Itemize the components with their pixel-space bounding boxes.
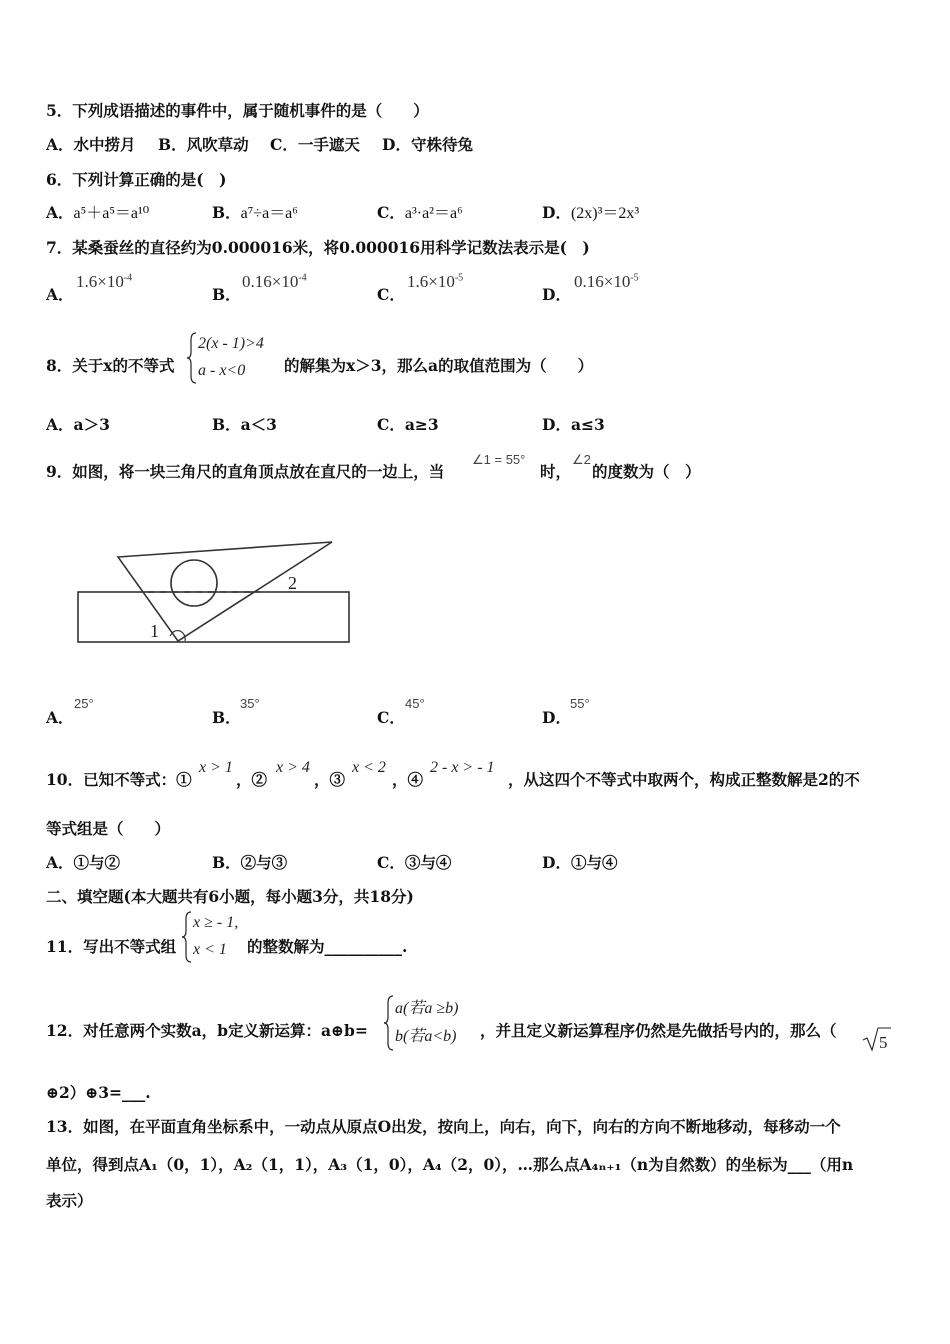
q7-value-b: $0.16\times 10^{-4}$ [242, 272, 307, 291]
q9-angle2: ∠2 [572, 452, 591, 467]
q11-line2: x < 1 [193, 941, 227, 958]
q10-option-a: A．①与② [46, 853, 121, 872]
q6-option-d: D．(2x)³＝2x³ [542, 203, 640, 222]
q9-value-b: 35° [240, 696, 260, 711]
q9-figure [70, 535, 360, 650]
q13-line2: 单位，得到点A₁（0，1），A₂（1，1），A₃（1，0），A₄（2，0），…那么点A₄ₙ₊₁（n为自然数）的坐标为___（用n [46, 1155, 854, 1174]
q10-cont: 等式组是（ ） [46, 819, 171, 838]
q12-suffix: ，并且定义新运算程序仍然是先做括号内的，那么（ [480, 1021, 837, 1040]
q12-line2: b(若a<b) [395, 1028, 457, 1045]
q9-suffix: 的度数为（ ） [592, 462, 701, 481]
q9-value-c: 45° [405, 696, 425, 711]
q6-option-c: C．a³·a²＝a⁶ [377, 203, 463, 222]
q13-line3: 表示） [46, 1191, 93, 1210]
q11-system [193, 909, 238, 963]
q5-option-c: C．一手遮天 [270, 135, 360, 154]
q12-line1: a(若a ≥b) [395, 1000, 459, 1017]
q9-value-d: 55° [570, 696, 590, 711]
q11-prefix: 11．写出不等式组 [46, 937, 177, 956]
q6-stem: 6．下列计算正确的是( ) [46, 170, 227, 189]
q10-ineq4: 2 - x > - 1 [430, 759, 495, 776]
section-2-heading: 二、填空题(本大题共有6小题，每小题3分，共18分) [46, 887, 414, 906]
q8-option-a: A．a＞3 [46, 415, 110, 434]
q8-option-d: D．a≤3 [542, 415, 605, 434]
q8-prefix: 8．关于x的不等式 [46, 356, 175, 375]
q8-option-c: C．a≥3 [377, 415, 439, 434]
q11-line1: x ≥ - 1, [193, 914, 239, 931]
q9-value-a: 25° [74, 696, 94, 711]
q6-expr-d: (2x)³＝2x³ [570, 205, 640, 222]
q8-suffix: 的解集为x＞3，那么a的取值范围为（ ） [284, 356, 594, 375]
q10-sep3: ，④ [392, 770, 424, 789]
q7-option-a: A． [46, 285, 74, 304]
q6-expr-b: a⁷÷a＝a⁶ [240, 205, 298, 222]
q6-option-b: B．a⁷÷a＝a⁶ [212, 203, 298, 222]
sqrt-icon [862, 1026, 892, 1052]
q9-option-c: C． [377, 708, 405, 727]
q10-prefix: 10．已知不等式：① [46, 770, 192, 789]
q10-option-b: B．②与③ [212, 853, 288, 872]
q10-sep2: ，③ [314, 770, 346, 789]
q6-expr-c: a³·a²＝a⁶ [404, 205, 463, 222]
q8-option-b: B．a＜3 [212, 415, 277, 434]
q12-brace [383, 995, 395, 1051]
q7-value-c: $1.6\times 10^{-5}$ [407, 272, 464, 291]
q10-option-d: D．①与④ [542, 853, 618, 872]
q9-option-d: D． [542, 708, 571, 727]
q9-mid: 时， [540, 462, 572, 481]
q10-sep1: ，② [236, 770, 268, 789]
q10-suffix: ，从这四个不等式中取两个，构成正整数解是2的不 [508, 770, 860, 789]
sqrt-radicand: 5 [879, 1033, 888, 1052]
q7-value-a: $1.6\times 10^{-4}$ [76, 272, 133, 291]
q10-ineq1: x > 1 [199, 759, 233, 776]
q12-system [395, 995, 458, 1051]
q9-condition: ∠1 = 55° [472, 452, 526, 467]
q5-option-b: B．风吹草动 [158, 135, 249, 154]
q9-prefix: 9．如图，将一块三角尺的直角顶点放在直尺的一边上，当 [46, 462, 445, 481]
q5-stem: 5．下列成语描述的事件中，属于随机事件的是（ ） [46, 101, 429, 120]
q9-option-a: A． [46, 708, 74, 727]
q10-ineq2: x > 4 [276, 759, 310, 776]
q7-option-d: D． [542, 285, 571, 304]
triangle-hole [171, 560, 217, 606]
q7-value-d: $0.16\times 10^{-5}$ [574, 272, 639, 291]
q10-option-c: C．③与④ [377, 853, 452, 872]
q7-option-c: C． [377, 285, 405, 304]
q6-option-a: A．a⁵＋a⁵＝a¹⁰ [46, 203, 150, 222]
q11-brace [181, 911, 193, 963]
q13-line1: 13．如图，在平面直角坐标系中，一动点从原点O出发，按向上，向右，向下，向右的方向不断地移动，每移动一个 [46, 1117, 841, 1136]
q7-stem: 7．某桑蚕丝的直径约为0.000016米，将0.000016用科学记数法表示是( ) [46, 238, 590, 257]
q8-brace [186, 332, 198, 384]
q5-option-a: A．水中捞月 [46, 135, 136, 154]
q8-line1: 2(x - 1)>4 [198, 335, 264, 352]
angle-2-label: 2 [288, 573, 297, 593]
q5-option-d: D．守株待兔 [382, 135, 473, 154]
angle-1-label: 1 [150, 621, 159, 641]
q11-suffix: 的整数解为__________. [247, 937, 408, 956]
q10-ineq3: x < 2 [352, 759, 386, 776]
q6-expr-a: a⁵＋a⁵＝a¹⁰ [73, 205, 150, 222]
q8-system [198, 330, 264, 384]
ruler [78, 592, 349, 642]
q12-prefix: 12．对任意两个实数a，b定义新运算：a⊕b= [46, 1021, 368, 1040]
q8-line2: a - x<0 [198, 362, 246, 379]
q7-option-b: B． [212, 285, 241, 304]
q12-cont: ⊕2）⊕3=___. [46, 1083, 151, 1102]
q9-option-b: B． [212, 708, 241, 727]
